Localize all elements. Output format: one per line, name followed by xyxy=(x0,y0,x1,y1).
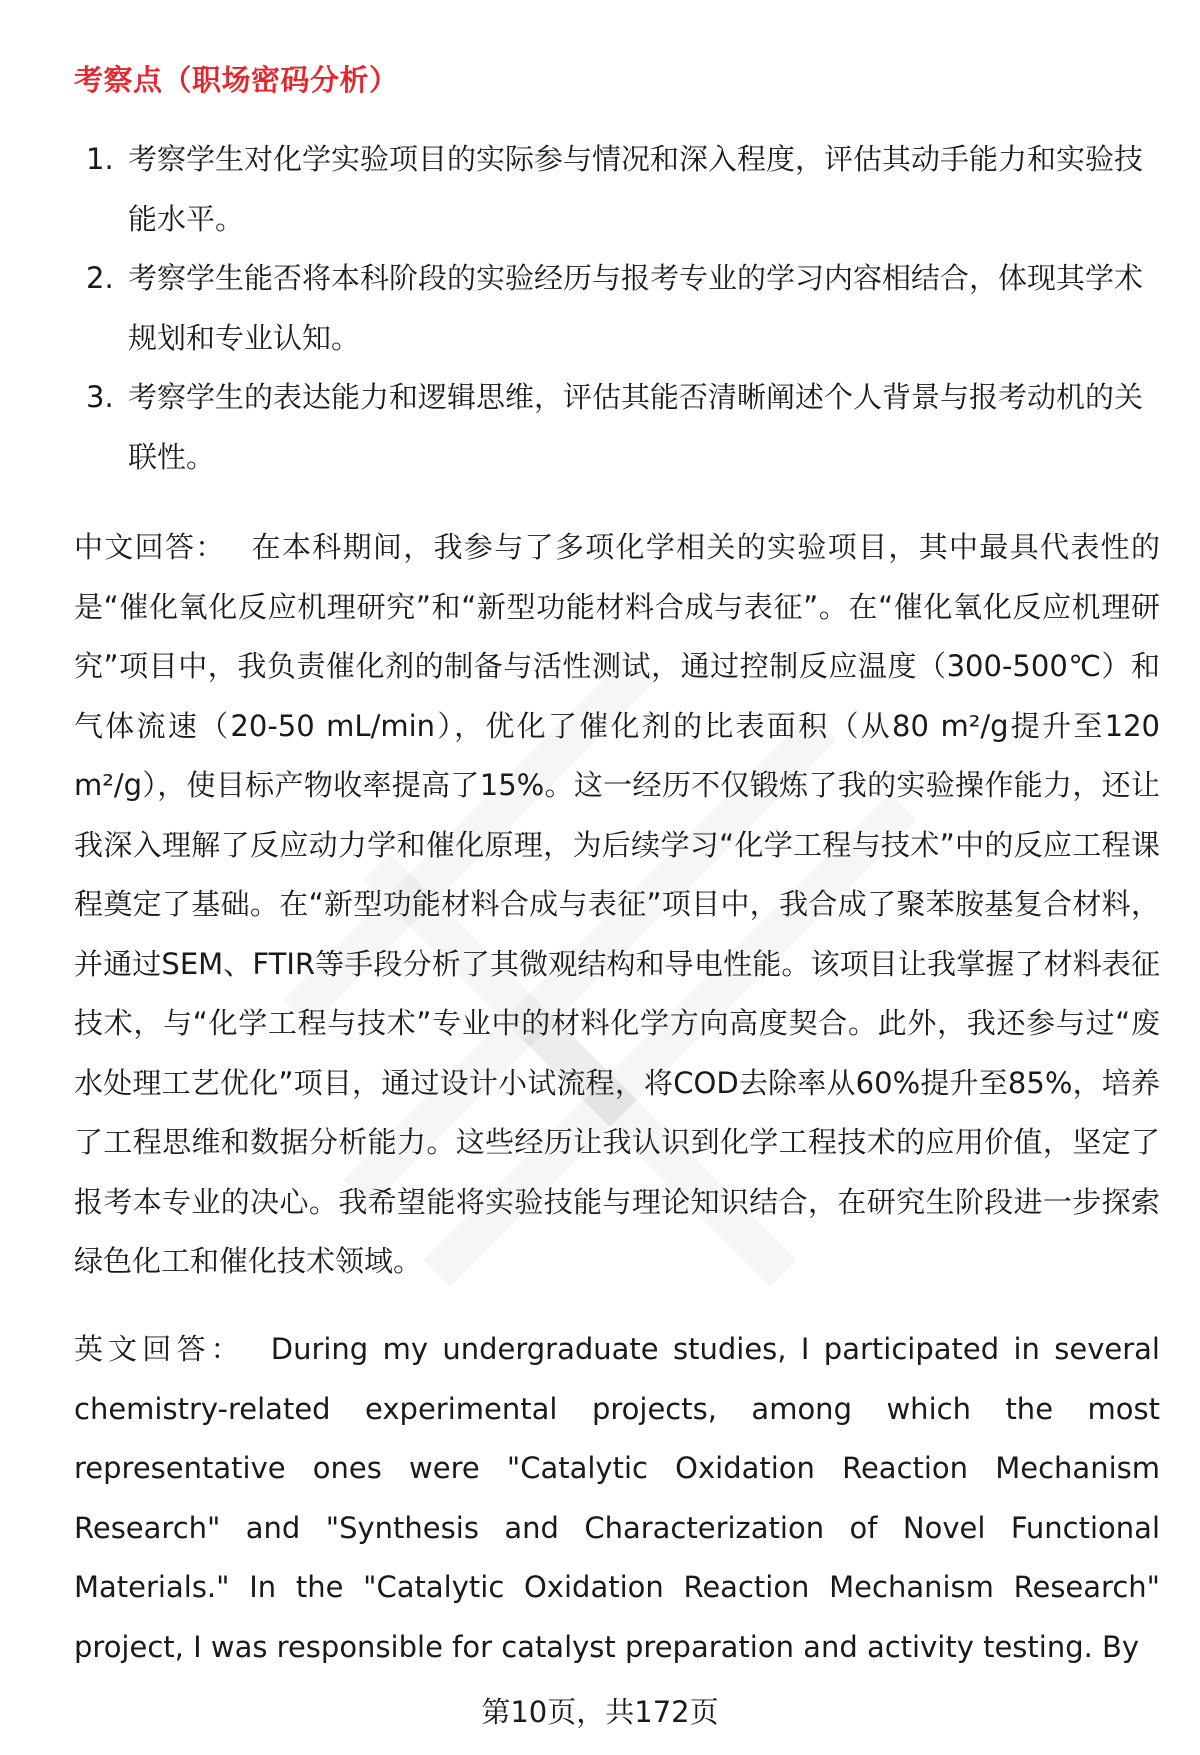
list-item xyxy=(80,130,1150,249)
chinese-answer-text: 在本科期间，我参与了多项化学相关的实验项目，其中最具代表性的是“催化氧化反应机理研究”和“新型功能材料合成与表征”。在“催化氧化反应机理研究”项目中，我负责催化剂的制备与活性测试，通过控制反应温度（300-500℃）和气体流速（20-50 mL/min），优化了催化剂的比表面积（从80 m²/g提升至120 m²/g），使目标产物收率提高了15%。这一经历不仅锻炼了我的实验操作能力，还让我深入理解了反应动力学和催化原理，为后续学习“化学工程与技术”中的反应工程课程奠定了基础。在“新型功能材料合成与表征”项目中，我合成了聚苯胺基复合材料，并通过SEM、FTIR等手段分析了其微观结构和导电性能。该项目让我掌握了材料表征技术，与“化学工程与技术”专业中的材料化学方向高度契合。此外，我还参与过“废水处理工艺优化”项目，通过设计小试流程，将COD去除率从60%提升至85%，培养了工程思维和数据分析能力。这些经历让我认识到化学工程技术的应用价值，坚定了报考本专业的决心。我希望能将实验技能与理论知识结合，在研究生阶段进一步探索绿色化工和催化技术领域。 xyxy=(74,530,1160,1278)
list-item-number: 2. xyxy=(86,261,114,295)
english-answer-label: 英文回答： xyxy=(74,1332,245,1366)
list-item-text: 考察学生对化学实验项目的实际参与情况和深入程度，评估其动手能力和实验技能水平。 xyxy=(128,142,1144,236)
chinese-answer-paragraph xyxy=(74,518,1160,1292)
english-answer-text: During my undergraduate studies, I participated in several chemistry-related experimental projects, among which the most representative ones were "Catalytic Oxidation Reaction Mechanism Research" and "Synthesis and Characterization of Novel Functional Materials." In the "Catalytic Oxidation Reaction Mechanism Research" project, I was responsible for catalyst preparation and activity testing. By xyxy=(74,1332,1160,1664)
list-item xyxy=(80,249,1150,368)
list-item-number: 1. xyxy=(86,142,114,176)
chinese-answer-label: 中文回答： xyxy=(74,530,226,564)
english-answer-paragraph xyxy=(74,1320,1160,1677)
list-item-text: 考察学生的表达能力和逻辑思维，评估其能否清晰阐述个人背景与报考动机的关联性。 xyxy=(128,380,1144,474)
list-item xyxy=(80,368,1150,487)
assessment-points-list xyxy=(80,130,1150,487)
section-title: 考察点（职场密码分析） xyxy=(74,63,399,97)
list-item-number: 3. xyxy=(86,380,114,414)
page-number: 第10页，共172页 xyxy=(481,1695,719,1729)
list-item-text: 考察学生能否将本科阶段的实验经历与报考专业的学习内容相结合，体现其学术规划和专业认知。 xyxy=(128,261,1144,355)
